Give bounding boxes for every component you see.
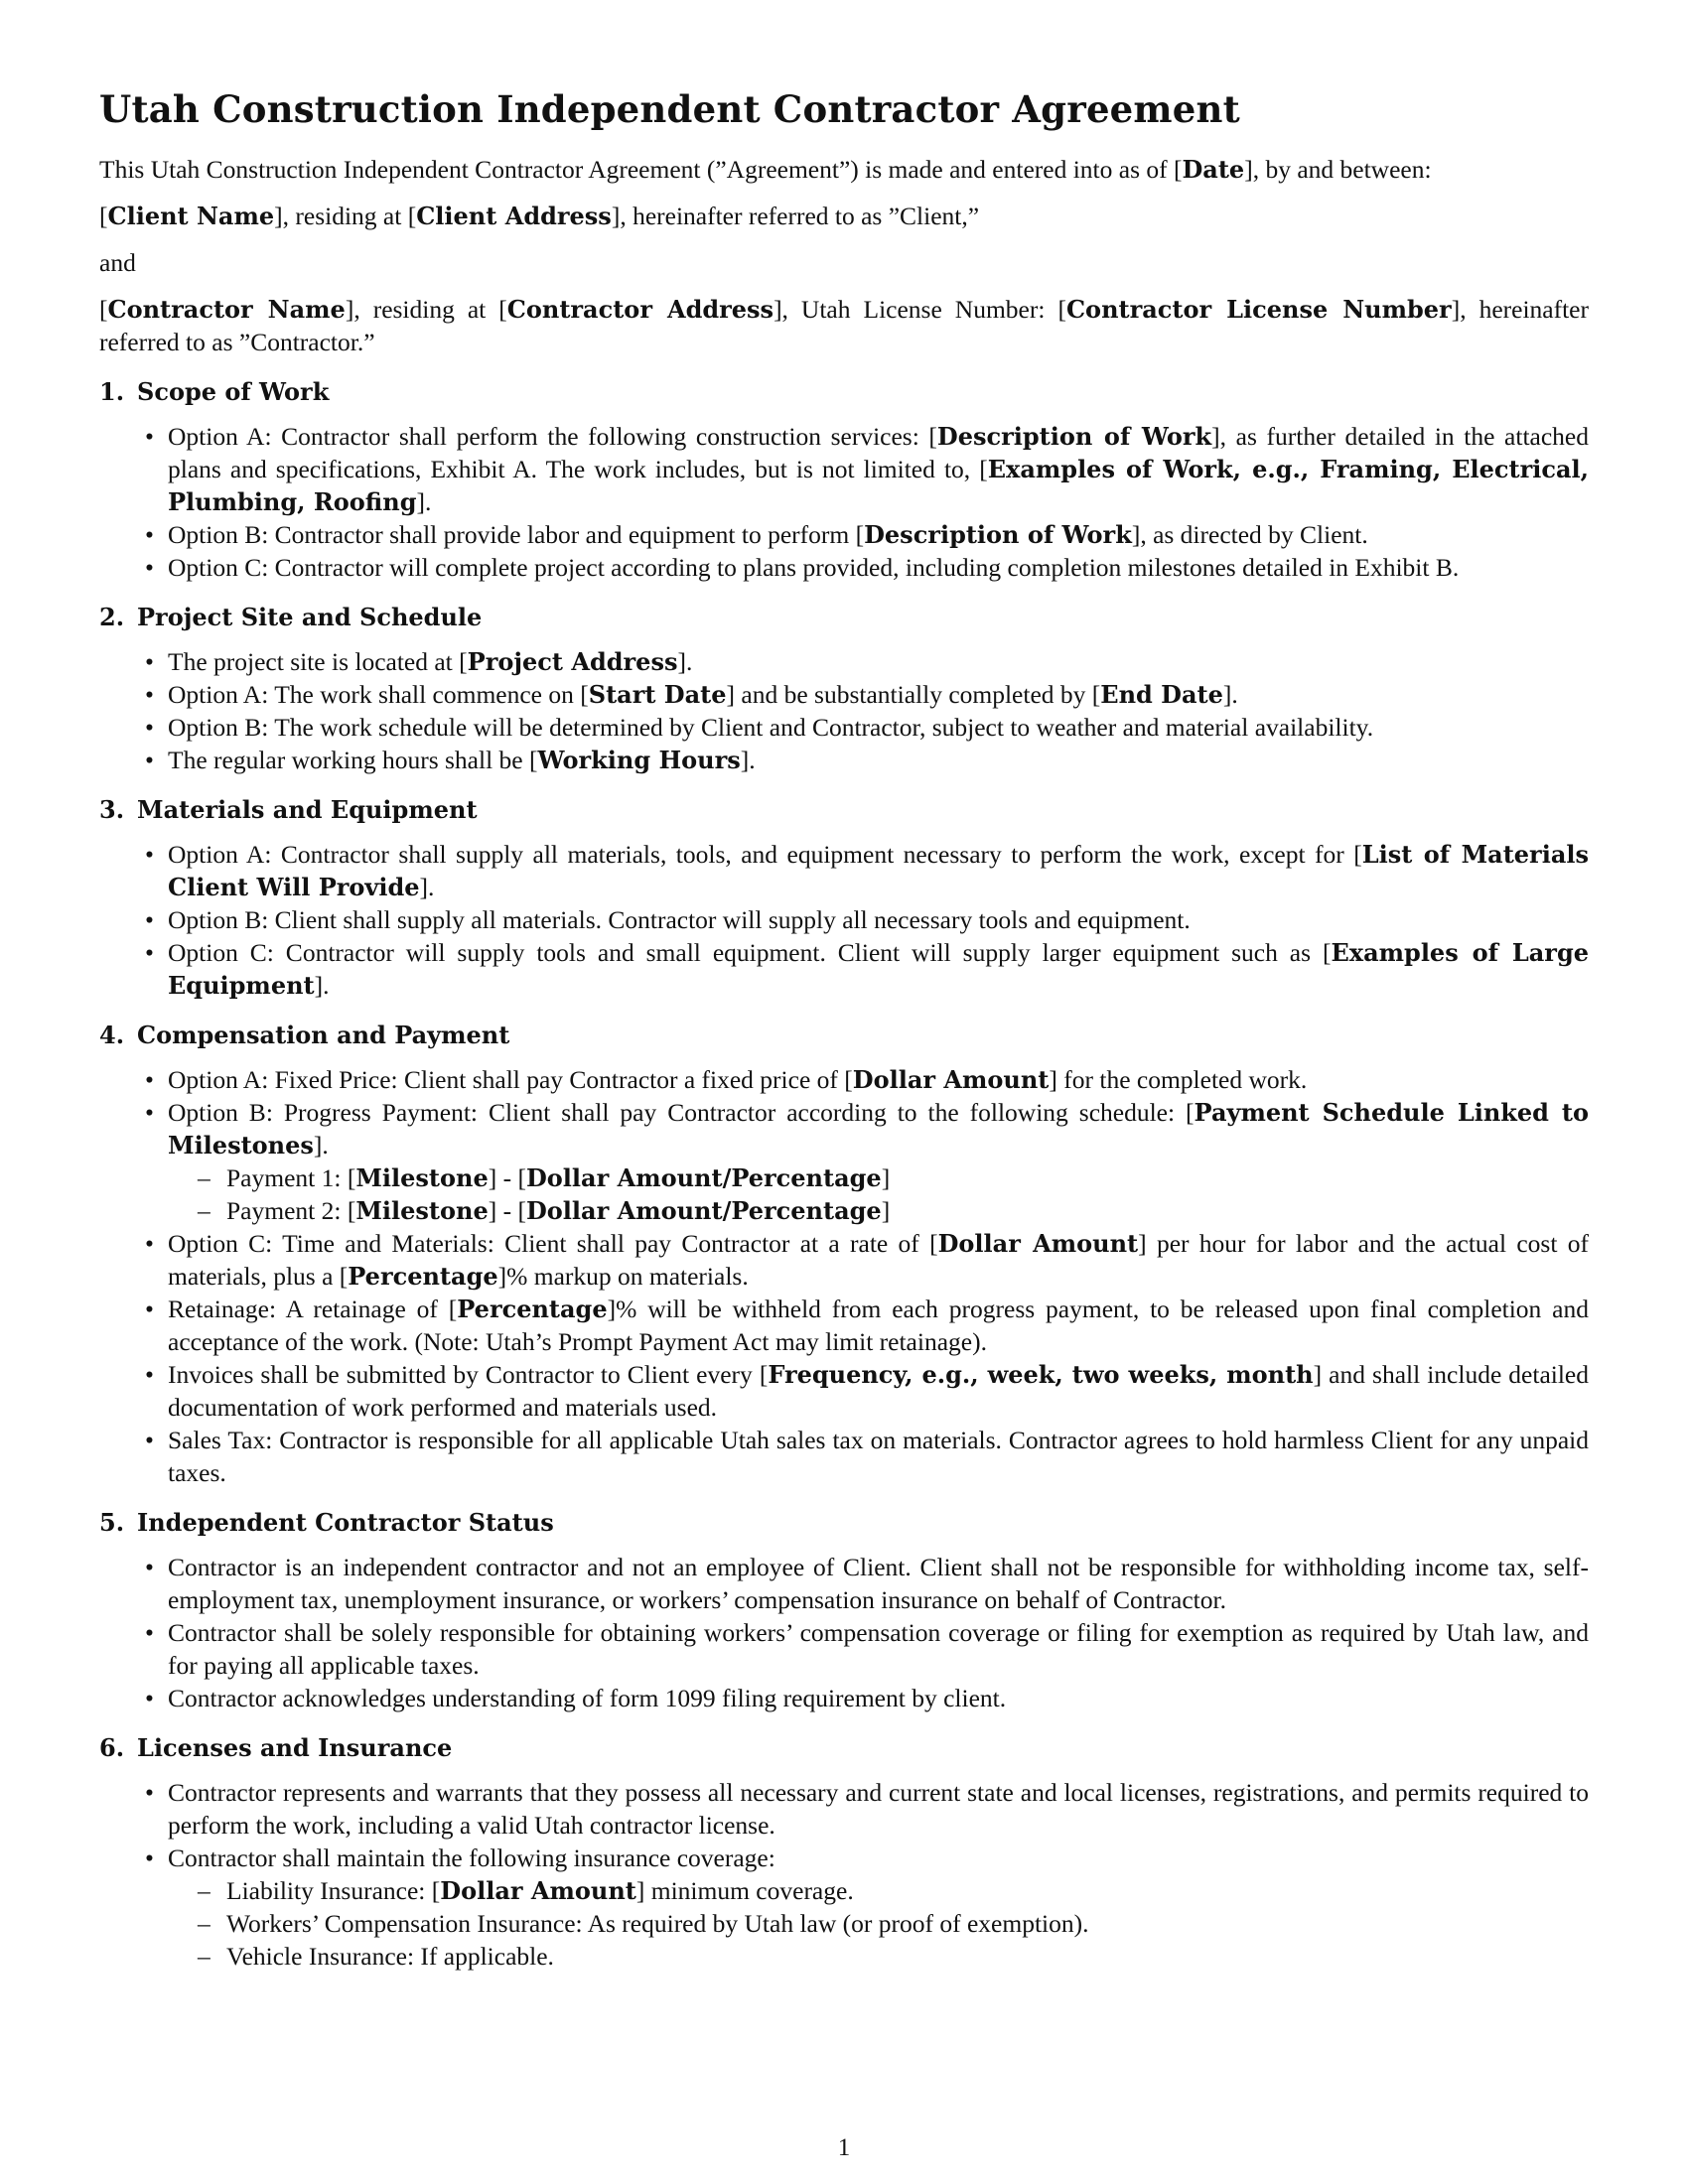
section-3-heading: 3. Materials and Equipment <box>99 795 478 824</box>
sublist-item: – Vehicle Insurance: If applicable. <box>168 1940 1589 1973</box>
client-paragraph: [Client Name], residing at [Client Address], hereinafter referred to as ”Client,” <box>99 202 980 230</box>
insurance-sublist <box>168 1874 1589 1973</box>
list-item: • Option C: Time and Materials: Client shall pay Contractor at a rate of [Dollar Amount] per hour for labor and the actual cost of materials, plus a [Percentage]% markup on materials. <box>99 1227 1589 1293</box>
contractor-address-placeholder: Contractor Address <box>506 295 774 324</box>
list-item: • Option B: The work schedule will be determined by Client and Contractor, subject to weather and material availability. <box>99 711 1589 744</box>
list-item: • Option B: Client shall supply all materials. Contractor will supply all necessary tools and equipment. <box>99 903 1589 936</box>
contractor-license-placeholder: Contractor License Number <box>1065 295 1452 324</box>
section-2-list <box>99 645 1589 776</box>
list-item: • Contractor shall maintain the following insurance coverage: – Liability Insurance: [Dollar Amount] minimum coverage. – Workers’ Compensation Insurance: As required by Utah law (or proof of exemption). – Vehicle Insurance: If applicable. <box>99 1842 1589 1973</box>
date-placeholder: Date <box>1182 155 1245 184</box>
list-item: • Contractor acknowledges understanding of form 1099 filing requirement by client. <box>99 1682 1589 1714</box>
section-6-heading: 6. Licenses and Insurance <box>99 1733 453 1762</box>
section-3-list <box>99 838 1589 1002</box>
list-item: • Retainage: A retainage of [Percentage]% will be withheld from each progress payment, to be released upon final completion and acceptance of the work. (Note: Utah’s Prompt Payment Act may limit retainage). <box>99 1293 1589 1358</box>
contractor-paragraph: [Contractor Name], residing at [Contractor Address], Utah License Number: [Contractor License Number], hereinafter referred to as ”Contractor.” <box>99 295 1589 356</box>
section-5-list <box>99 1551 1589 1714</box>
list-item: • Option C: Contractor will supply tools and small equipment. Client will supply larger equipment such as [Examples of Large Equipment]. <box>99 936 1589 1002</box>
section-4-list <box>99 1063 1589 1489</box>
section-2-heading: 2. Project Site and Schedule <box>99 603 483 631</box>
document-title: Utah Construction Independent Contractor Agreement <box>99 87 1240 131</box>
client-name-placeholder: Client Name <box>107 202 275 230</box>
list-item: • Option C: Contractor will complete project according to plans provided, including completion milestones detailed in Exhibit B. <box>99 551 1589 584</box>
list-item: • Contractor is an independent contractor and not an employee of Client. Client shall not be responsible for withholding income tax, self-employment tax, unemployment insurance, or workers’ compensation insurance on behalf of Contractor. <box>99 1551 1589 1616</box>
client-address-placeholder: Client Address <box>416 202 612 230</box>
list-item: • Option B: Progress Payment: Client shall pay Contractor according to the following schedule: [Payment Schedule Linked to Milestones]. – Payment 1: [Milestone] - [Dollar Amount/Percentage] – Payment 2: [Milestone] - [Dollar Amount/Percentage] <box>99 1096 1589 1227</box>
list-item: • Contractor shall be solely responsible for obtaining workers’ compensation coverage or filing for exemption as required by Utah law, and for paying all applicable taxes. <box>99 1616 1589 1682</box>
list-item: • Option A: Contractor shall perform the following construction services: [Description of Work], as further detailed in the attached plans and specifications, Exhibit A. The work includes, but is not limited to, [Examples of Work, e.g., Framing, Electrical, Plumbing, Roofing]. <box>99 420 1589 518</box>
and-paragraph: and <box>99 248 136 277</box>
list-item: • The project site is located at [Project Address]. <box>99 645 1589 678</box>
section-1-list <box>99 420 1589 584</box>
section-4-heading: 4. Compensation and Payment <box>99 1021 510 1049</box>
payment-schedule-sublist <box>168 1161 1589 1227</box>
contractor-name-placeholder: Contractor Name <box>107 295 346 324</box>
list-item: • Option A: The work shall commence on [Start Date] and be substantially completed by [End Date]. <box>99 678 1589 711</box>
sublist-item: – Workers’ Compensation Insurance: As required by Utah law (or proof of exemption). <box>168 1907 1589 1940</box>
sublist-item: – Payment 1: [Milestone] - [Dollar Amount/Percentage] <box>168 1161 1589 1194</box>
list-item: • Option B: Contractor shall provide labor and equipment to perform [Description of Work], as directed by Client. <box>99 518 1589 551</box>
page-number: 1 <box>837 2134 851 2161</box>
list-item: • Contractor represents and warrants that they possess all necessary and current state and local licenses, registrations, and permits required to perform the work, including a valid Utah contractor license. <box>99 1776 1589 1842</box>
list-item: • Sales Tax: Contractor is responsible for all applicable Utah sales tax on materials. Contractor agrees to hold harmless Client for any unpaid taxes. <box>99 1424 1589 1489</box>
section-6-list <box>99 1776 1589 1973</box>
sublist-item: – Liability Insurance: [Dollar Amount] minimum coverage. <box>168 1874 1589 1907</box>
intro-paragraph: This Utah Construction Independent Contractor Agreement (”Agreement”) is made and entered into as of [Date], by and between: <box>99 155 1432 184</box>
list-item: • Invoices shall be submitted by Contractor to Client every [Frequency, e.g., week, two weeks, month] and shall include detailed documentation of work performed and materials used. <box>99 1358 1589 1424</box>
sublist-item: – Payment 2: [Milestone] - [Dollar Amount/Percentage] <box>168 1194 1589 1227</box>
list-item: • Option A: Fixed Price: Client shall pay Contractor a fixed price of [Dollar Amount] for the completed work. <box>99 1063 1589 1096</box>
list-item: • The regular working hours shall be [Working Hours]. <box>99 744 1589 776</box>
list-item: • Option A: Contractor shall supply all materials, tools, and equipment necessary to perform the work, except for [List of Materials Client Will Provide]. <box>99 838 1589 903</box>
section-1-heading: 1. Scope of Work <box>99 377 330 406</box>
section-5-heading: 5. Independent Contractor Status <box>99 1508 554 1537</box>
